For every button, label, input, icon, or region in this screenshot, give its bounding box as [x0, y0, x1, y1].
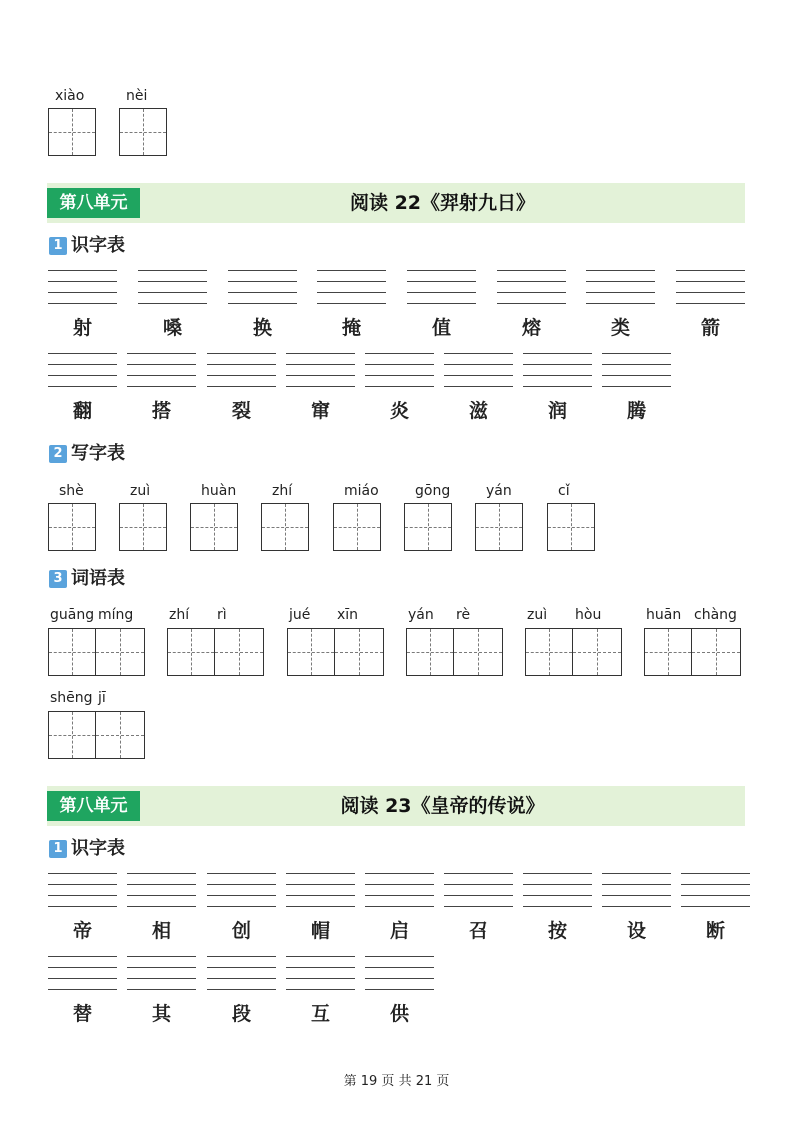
pinyin-writing-lines	[586, 270, 655, 302]
tian-grid-box	[119, 503, 167, 551]
pinyin-label: rì	[217, 607, 227, 623]
character: 炎	[389, 400, 409, 422]
pinyin-label: guāng	[50, 607, 95, 623]
pinyin-writing-lines	[286, 956, 355, 988]
pinyin-writing-lines	[681, 873, 750, 905]
section-label: 识字表	[71, 235, 125, 256]
character: 射	[72, 317, 92, 339]
pinyin-writing-lines	[286, 873, 355, 905]
character: 嗓	[162, 317, 182, 339]
pinyin-writing-lines	[207, 956, 276, 988]
character: 帝	[72, 920, 92, 942]
tian-grid-box	[119, 108, 167, 156]
pinyin-label: rè	[456, 607, 471, 623]
pinyin-writing-lines	[48, 873, 117, 905]
lesson-title: 阅读 23《皇帝的传说》	[340, 795, 545, 817]
unit-banner	[47, 183, 745, 223]
tian-grid-box	[404, 503, 452, 551]
pinyin-writing-lines	[365, 873, 434, 905]
tian-grid-box	[261, 503, 309, 551]
tian-grid-box	[287, 628, 335, 676]
character: 相	[151, 920, 171, 942]
character: 滋	[468, 400, 488, 422]
pinyin-writing-lines	[523, 873, 592, 905]
character: 替	[72, 1003, 92, 1025]
character: 断	[705, 920, 725, 942]
pinyin-label: zuì	[527, 607, 548, 623]
pinyin-writing-lines	[127, 353, 196, 385]
tian-grid-box	[692, 628, 741, 676]
section-label: 写字表	[71, 443, 125, 464]
unit-banner	[47, 786, 745, 826]
pinyin-writing-lines	[676, 270, 745, 302]
pinyin-writing-lines	[444, 873, 513, 905]
page-footer: 第 19 页 共 21 页	[343, 1074, 450, 1089]
character: 段	[231, 1003, 251, 1025]
pinyin-label: miáo	[344, 483, 379, 499]
tian-grid-box	[333, 503, 381, 551]
pinyin-label: yán	[408, 607, 434, 623]
tian-grid-box	[335, 628, 384, 676]
tian-grid-box	[48, 711, 96, 759]
pinyin-label: zuì	[130, 483, 151, 499]
character: 换	[252, 317, 272, 339]
section-number-badge: 3	[49, 570, 67, 588]
pinyin-writing-lines	[602, 873, 671, 905]
pinyin-writing-lines	[602, 353, 671, 385]
character: 互	[310, 1003, 330, 1025]
pinyin-writing-lines	[317, 270, 386, 302]
character: 腾	[626, 400, 646, 422]
pinyin-label: jī	[98, 690, 106, 706]
character: 创	[231, 920, 251, 942]
pinyin-label: jué	[289, 607, 311, 623]
pinyin-label: gōng	[415, 483, 451, 499]
pinyin-writing-lines	[365, 353, 434, 385]
pinyin-label: shēng	[50, 690, 93, 706]
pinyin-writing-lines	[127, 956, 196, 988]
tian-grid-box	[190, 503, 238, 551]
section-number-badge: 1	[49, 840, 67, 858]
character: 掩	[341, 317, 361, 339]
pinyin-label: xiào	[55, 88, 85, 104]
pinyin-label: xīn	[337, 607, 359, 623]
tian-grid-box	[48, 628, 96, 676]
character: 类	[610, 317, 630, 339]
lesson-title: 阅读 22《羿射九日》	[349, 192, 536, 214]
pinyin-writing-lines	[365, 956, 434, 988]
pinyin-writing-lines	[207, 873, 276, 905]
section-number-badge: 1	[49, 237, 67, 255]
unit-tag: 第八单元	[47, 188, 140, 218]
tian-grid-box	[475, 503, 523, 551]
pinyin-label: huàn	[201, 483, 237, 499]
character: 其	[151, 1003, 171, 1025]
tian-grid-box	[547, 503, 595, 551]
character: 按	[547, 920, 567, 942]
section-label: 识字表	[71, 838, 125, 859]
pinyin-writing-lines	[48, 353, 117, 385]
character: 帽	[310, 920, 330, 942]
tian-grid-box	[48, 503, 96, 551]
pinyin-label: cǐ	[558, 483, 570, 499]
character: 搭	[151, 400, 171, 422]
character: 值	[431, 317, 451, 339]
pinyin-writing-lines	[138, 270, 207, 302]
pinyin-writing-lines	[497, 270, 566, 302]
pinyin-label: shè	[59, 483, 84, 499]
tian-grid-box	[48, 108, 96, 156]
pinyin-label: chàng	[694, 607, 737, 623]
pinyin-label: yán	[486, 483, 512, 499]
tian-grid-box	[96, 711, 145, 759]
tian-grid-box	[525, 628, 573, 676]
pinyin-label: huān	[646, 607, 682, 623]
character: 翻	[72, 400, 92, 422]
pinyin-label: zhí	[272, 483, 293, 499]
pinyin-label: hòu	[575, 607, 602, 623]
pinyin-label: míng	[98, 607, 134, 623]
pinyin-writing-lines	[127, 873, 196, 905]
pinyin-writing-lines	[444, 353, 513, 385]
pinyin-writing-lines	[207, 353, 276, 385]
pinyin-writing-lines	[286, 353, 355, 385]
section-label: 词语表	[71, 568, 125, 589]
character: 裂	[231, 400, 251, 422]
tian-grid-box	[644, 628, 692, 676]
character: 箭	[700, 317, 720, 339]
character: 润	[547, 400, 567, 422]
pinyin-label: zhí	[169, 607, 190, 623]
character: 供	[389, 1003, 409, 1025]
pinyin-writing-lines	[48, 270, 117, 302]
pinyin-writing-lines	[228, 270, 297, 302]
section-number-badge: 2	[49, 445, 67, 463]
pinyin-writing-lines	[48, 956, 117, 988]
tian-grid-box	[406, 628, 454, 676]
character: 召	[468, 920, 488, 942]
tian-grid-box	[454, 628, 503, 676]
tian-grid-box	[573, 628, 622, 676]
character: 熔	[521, 317, 541, 339]
pinyin-writing-lines	[523, 353, 592, 385]
tian-grid-box	[96, 628, 145, 676]
character: 窜	[310, 400, 330, 422]
tian-grid-box	[167, 628, 215, 676]
character: 设	[626, 920, 646, 942]
tian-grid-box	[215, 628, 264, 676]
pinyin-label: nèi	[126, 88, 148, 104]
character: 启	[389, 920, 409, 942]
pinyin-writing-lines	[407, 270, 476, 302]
unit-tag: 第八单元	[47, 791, 140, 821]
